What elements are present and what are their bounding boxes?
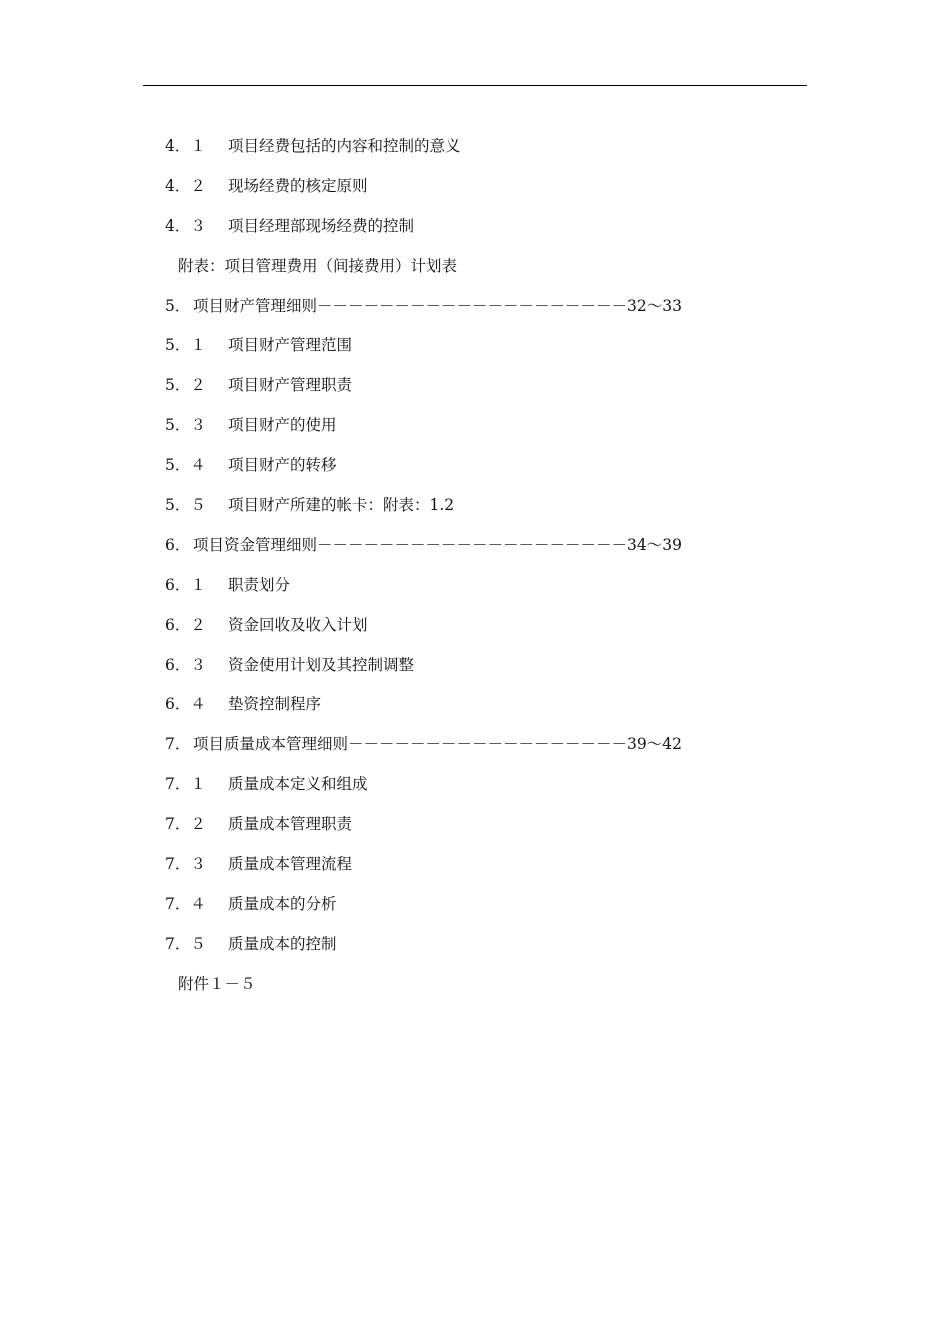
table-of-contents [0,134,950,1012]
toc-item [0,812,950,852]
toc-item-title: 质量成本的控制 [228,934,337,953]
toc-item [0,573,950,613]
toc-section-heading [0,533,950,573]
toc-item-title: 质量成本管理职责 [228,815,353,834]
toc-item-title: 项目经费包括的内容和控制的意义 [228,137,461,155]
toc-item [0,653,950,693]
toc-item-title: 项目财产的转移 [228,456,337,475]
toc-item-title: 质量成本定义和组成 [228,775,368,794]
toc-item [0,174,950,214]
toc-item-number: 7．３ [165,855,206,874]
toc-item [0,493,950,533]
toc-item-number: 5．４ [165,456,206,475]
toc-item [0,373,950,413]
toc-item [0,892,950,932]
toc-item-title: 现场经费的核定原则 [228,176,368,195]
toc-section-title: 项目质量成本管理细则－－－－－－－－－－－－－－－－－－39～42 [193,735,682,754]
toc-item-title: 项目财产管理职责 [228,376,353,395]
toc-item-title: 项目财产所建的帐卡：附表：1.2 [228,496,455,515]
header-rule [143,85,807,86]
toc-section-title: 项目资金管理细则－－－－－－－－－－－－－－－－－－－－34～39 [193,535,682,554]
toc-item-number: 4．１ [165,137,206,155]
toc-section-number: 7． [165,735,191,754]
toc-appendix-line [0,972,950,1012]
toc-item-number: 5．１ [165,336,206,355]
toc-item-title: 项目财产管理范围 [228,336,353,355]
toc-item-title: 资金使用计划及其控制调整 [228,655,415,674]
toc-item [0,214,950,254]
toc-item-number: 7．１ [165,775,206,794]
toc-item-number: 6．３ [165,655,206,674]
toc-section-number: 5． [165,296,191,315]
toc-item-number: 4．２ [165,176,206,195]
toc-item [0,453,950,493]
toc-item-title: 附表：项目管理费用（间接费用）计划表 [178,256,458,275]
toc-item-number: 7．４ [165,894,206,913]
toc-item-number: 5．５ [165,496,206,515]
toc-item [0,613,950,653]
toc-item [0,134,950,174]
toc-section-number: 6． [165,535,191,554]
toc-item [0,413,950,453]
toc-item [0,852,950,892]
toc-item-title: 资金回收及收入计划 [228,615,368,634]
toc-item-number: 6．４ [165,695,206,714]
toc-item [0,333,950,373]
toc-item [0,692,950,732]
toc-section-title: 项目财产管理细则－－－－－－－－－－－－－－－－－－－－32～33 [193,296,682,315]
toc-item-title: 垫资控制程序 [228,695,322,714]
toc-appendix-line [0,254,950,294]
toc-item-number: 6．２ [165,615,206,634]
toc-section-heading [0,732,950,772]
toc-item-number: 7．２ [165,815,206,834]
toc-item-number: 7．５ [165,934,206,953]
toc-item-number: 5．２ [165,376,206,395]
toc-item-title: 质量成本管理流程 [228,855,353,874]
toc-item-title: 附件１－５ [178,974,256,993]
toc-item-title: 职责划分 [228,575,291,594]
toc-item-number: 5．３ [165,416,206,435]
toc-item [0,932,950,972]
toc-item-number: 6．１ [165,575,206,594]
toc-item-title: 质量成本的分析 [228,894,337,913]
toc-item-title: 项目经理部现场经费的控制 [228,216,415,235]
toc-item-number: 4．３ [165,216,206,235]
toc-item [0,772,950,812]
toc-section-heading [0,294,950,334]
toc-item-title: 项目财产的使用 [228,416,337,435]
